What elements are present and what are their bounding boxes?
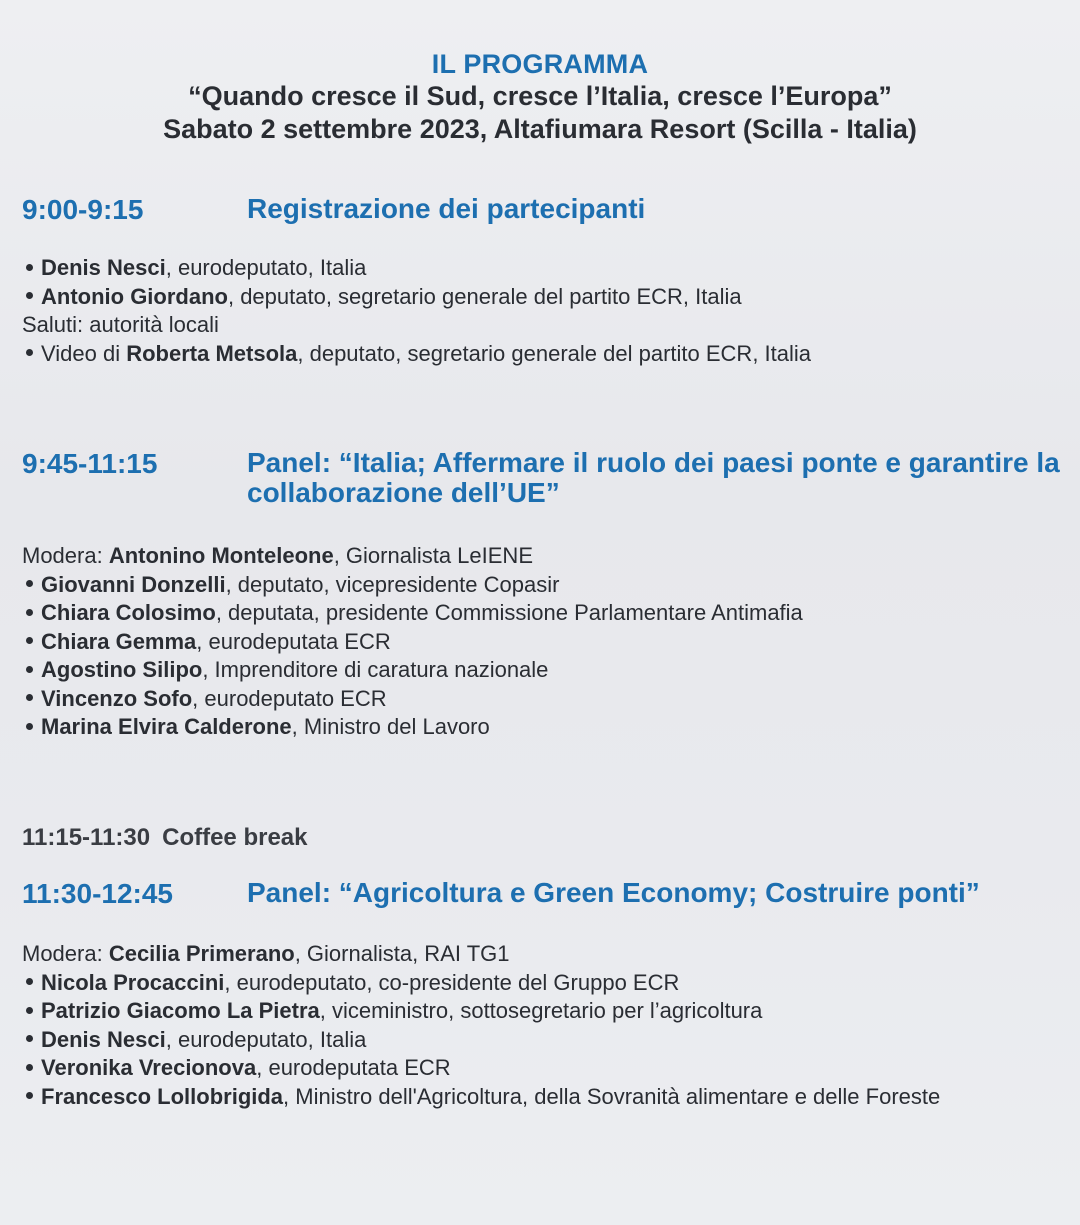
bullet-icon — [26, 1035, 33, 1042]
speaker-list — [22, 940, 1062, 1111]
list-item — [22, 997, 1062, 1026]
program-kicker: IL PROGRAMMA — [431, 49, 649, 79]
speaker-name: Denis Nesci — [41, 1026, 166, 1052]
session-panel-italia — [22, 448, 1062, 742]
moderator-role: , Giornalista LeIENE — [333, 543, 533, 568]
session-head — [22, 878, 1062, 910]
list-item — [22, 1026, 1062, 1055]
speaker-role: , deputato, segretario generale del partito ECR, Italia — [227, 283, 742, 309]
program-date-place: Sabato 2 settembre 2023, Altafiumara Resort (Scilla - Italia) — [163, 114, 917, 144]
greetings-text: Saluti: autorità locali — [22, 312, 219, 337]
speaker-name: Chiara Colosimo — [41, 600, 216, 625]
session-title: Panel: “Italia; Affermare il ruolo dei paesi ponte e garantire la collaborazione dell’UE” — [247, 447, 1060, 508]
bullet-icon — [26, 1064, 33, 1071]
speaker-name: Agostino Silipo — [41, 657, 203, 682]
speaker-name: Marina Elvira Calderone — [41, 714, 292, 739]
speaker-name: Nicola Procaccini — [41, 969, 225, 995]
speaker-name: Roberta Metsola — [126, 340, 298, 366]
bullet-icon — [26, 978, 33, 985]
list-item — [22, 1054, 1062, 1083]
moderator-name: Cecilia Primerano — [108, 941, 295, 966]
bullet-icon — [26, 580, 33, 587]
speaker-role: , deputato, segretario generale del partito ECR, Italia — [297, 340, 812, 366]
list-item — [22, 969, 1062, 998]
speaker-role: , Imprenditore di caratura nazionale — [202, 657, 549, 682]
session-time: 9:45-11:15 — [22, 448, 158, 479]
session-time: 11:30-12:45 — [22, 878, 174, 909]
bullet-icon — [26, 1092, 33, 1099]
speaker-role: , eurodeputata ECR — [196, 628, 391, 654]
list-item — [22, 599, 1062, 628]
list-item — [22, 628, 1062, 657]
speaker-name: Patrizio Giacomo La Pietra — [41, 998, 320, 1023]
session-registration — [22, 194, 1062, 368]
bullet-icon — [26, 264, 33, 271]
coffee-break — [22, 824, 308, 852]
speaker-role: , deputata, presidente Commissione Parlamentare Antimafia — [215, 600, 803, 625]
bullet-icon — [26, 349, 33, 356]
list-item — [22, 311, 1062, 340]
session-time: 9:00-9:15 — [22, 194, 144, 225]
program-subtitle: “Quando cresce il Sud, cresce l’Italia, cresce l’Europa” — [188, 81, 892, 111]
list-item — [22, 254, 1062, 283]
program-header — [0, 48, 1080, 146]
moderator-prefix: Modera: — [22, 543, 109, 568]
speaker-role: , eurodeputato, co-presidente del Gruppo ECR — [224, 969, 680, 995]
speaker-list — [22, 542, 1062, 742]
list-item — [22, 283, 1062, 312]
bullet-icon — [26, 292, 33, 299]
speaker-name: Chiara Gemma — [41, 628, 197, 654]
speaker-role: , eurodeputato ECR — [192, 685, 387, 711]
list-item — [22, 713, 1062, 742]
speaker-role: , eurodeputato, Italia — [165, 255, 367, 280]
speaker-role: , eurodeputato, Italia — [165, 1026, 367, 1052]
moderator — [22, 542, 1062, 571]
speaker-role: , Ministro dell'Agricoltura, della Sovranità alimentare e delle Foreste — [283, 1083, 941, 1109]
speaker-name: Antonio Giordano — [41, 283, 228, 309]
list-item — [22, 685, 1062, 714]
session-title: Panel: “Agricoltura e Green Economy; Costruire ponti” — [247, 877, 980, 908]
speaker-role: , viceministro, sottosegretario per l’agricoltura — [319, 998, 763, 1023]
speaker-prefix: Video di — [41, 340, 127, 366]
session-panel-agricoltura — [22, 878, 1062, 1111]
list-item — [22, 340, 1062, 369]
session-title: Registrazione dei partecipanti — [247, 193, 646, 224]
moderator — [22, 940, 1062, 969]
list-item — [22, 571, 1062, 600]
speaker-list — [22, 254, 1062, 368]
bullet-icon — [26, 1007, 33, 1014]
bullet-icon — [26, 666, 33, 673]
coffee-break-time: 11:15-11:30 — [22, 824, 151, 851]
speaker-role: , deputato, vicepresidente Copasir — [225, 571, 560, 597]
speaker-name: Giovanni Donzelli — [41, 571, 226, 597]
session-head — [22, 448, 1062, 508]
session-head — [22, 194, 1062, 226]
bullet-icon — [26, 723, 33, 730]
coffee-break-label: Coffee break — [162, 824, 308, 851]
speaker-name: Veronika Vrecionova — [41, 1055, 257, 1080]
bullet-icon — [26, 609, 33, 616]
moderator-prefix: Modera: — [22, 941, 109, 966]
speaker-name: Denis Nesci — [41, 255, 166, 280]
list-item — [22, 1083, 1062, 1112]
moderator-role: , Giornalista, RAI TG1 — [294, 941, 510, 966]
speaker-role: , Ministro del Lavoro — [291, 714, 490, 739]
speaker-role: , eurodeputata ECR — [256, 1055, 451, 1080]
list-item — [22, 656, 1062, 685]
bullet-icon — [26, 694, 33, 701]
moderator-name: Antonino Monteleone — [108, 543, 334, 568]
speaker-name: Vincenzo Sofo — [41, 685, 193, 711]
speaker-name: Francesco Lollobrigida — [41, 1083, 284, 1109]
bullet-icon — [26, 637, 33, 644]
